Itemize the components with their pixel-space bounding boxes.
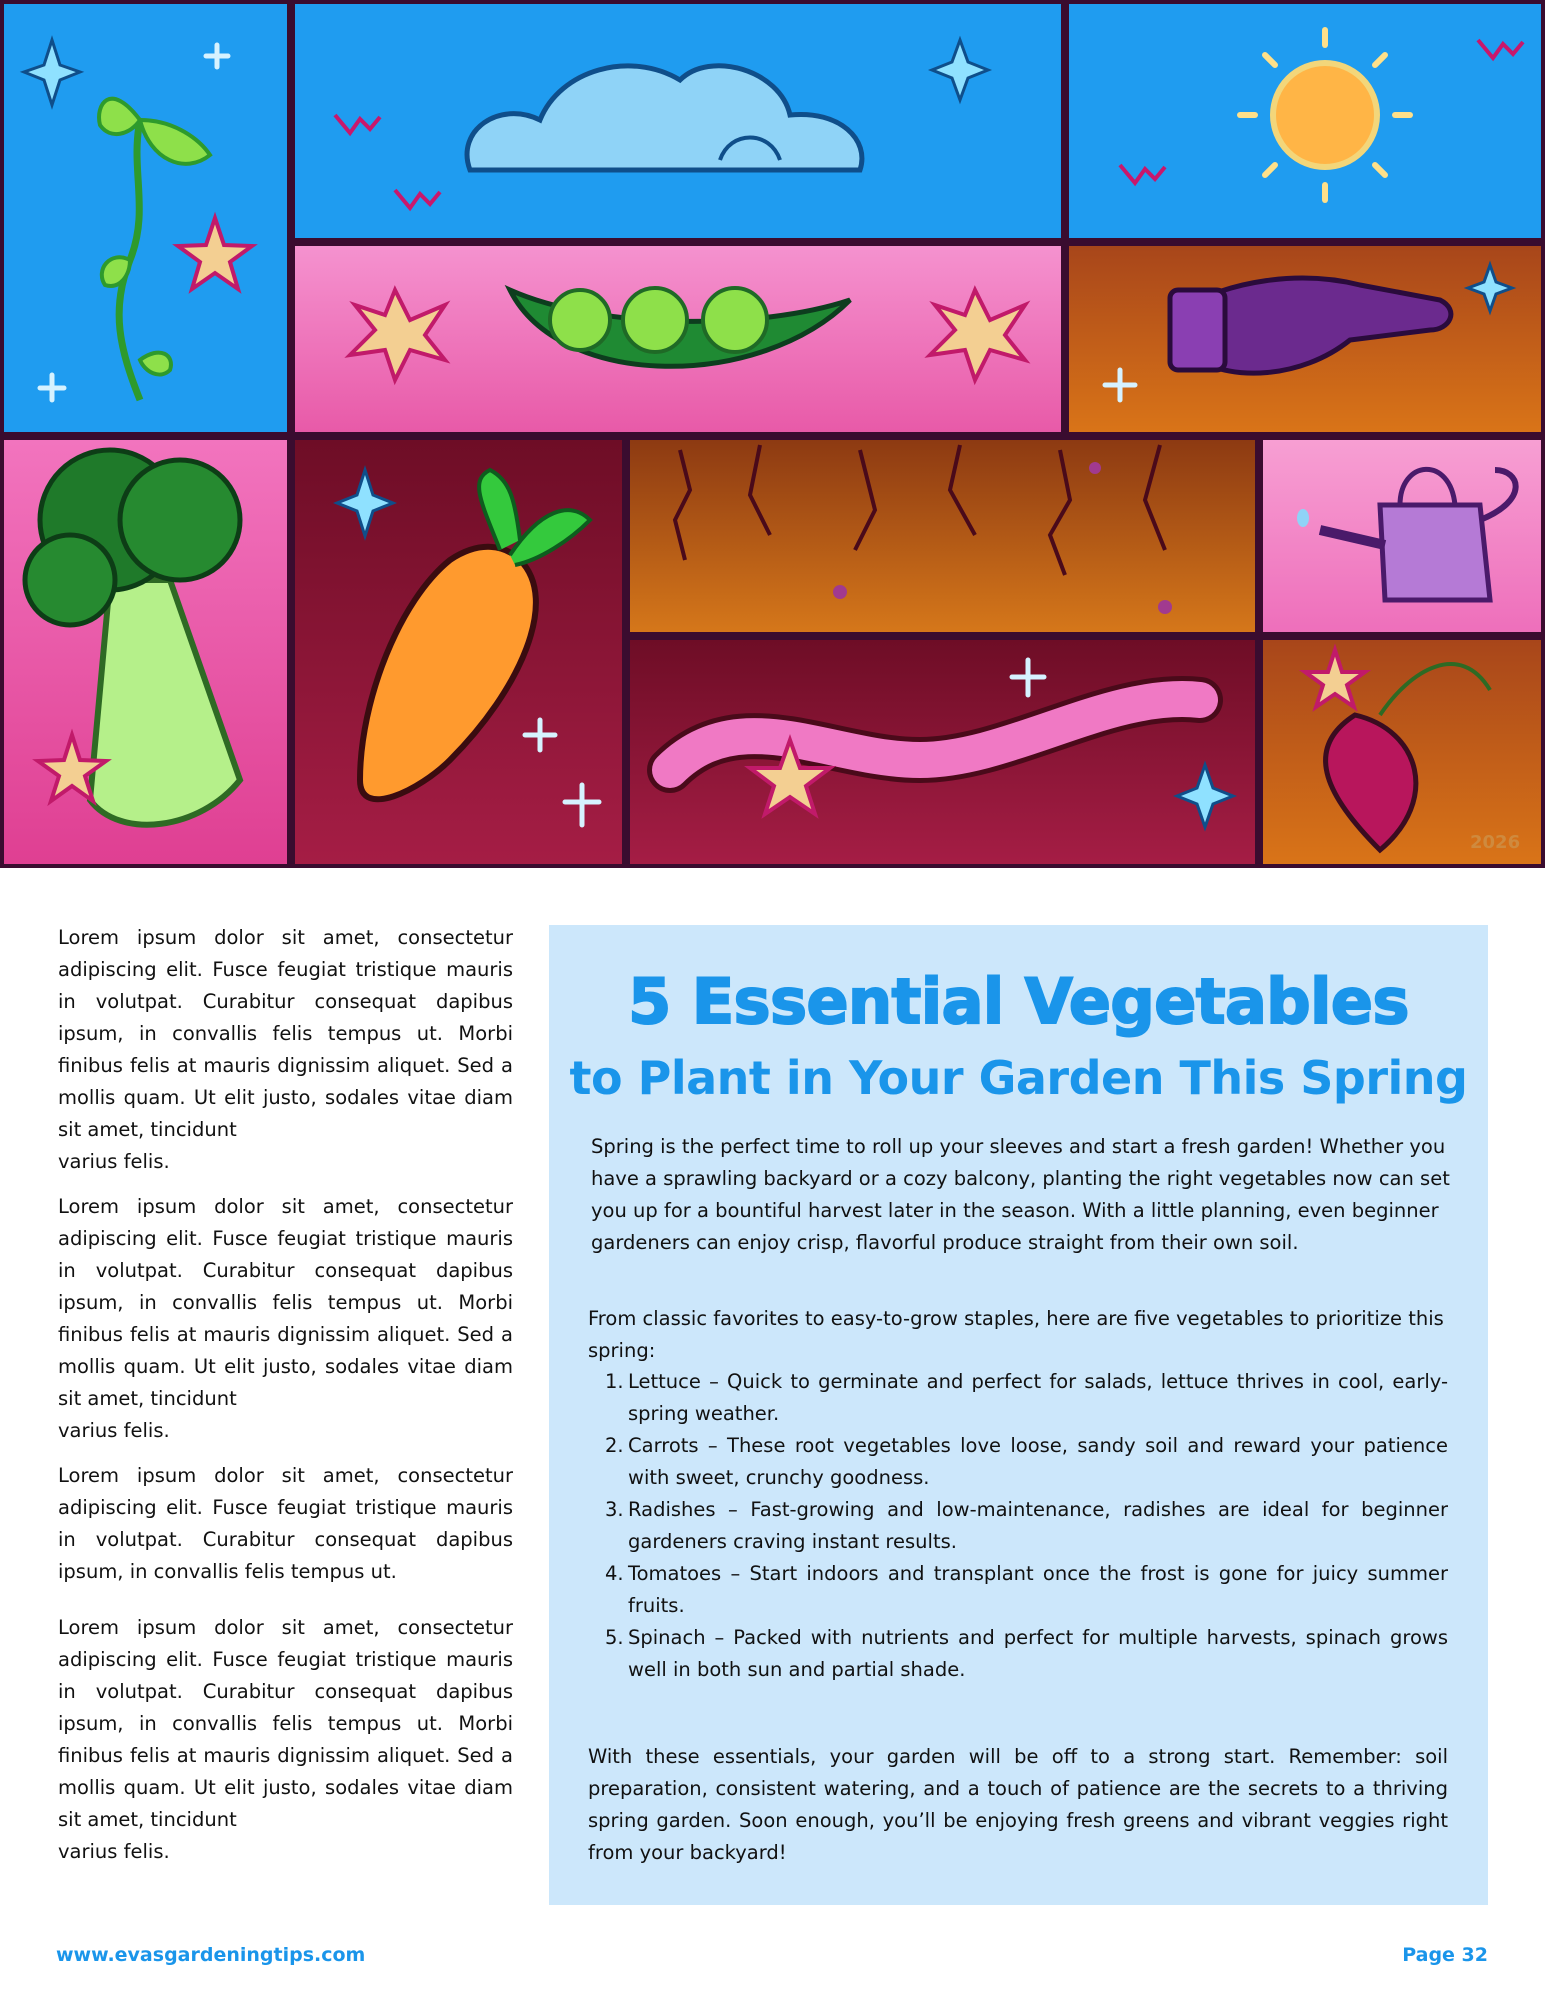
left-column	[58, 922, 513, 1881]
list-item: 5. Spinach – Packed with nutrients and perfect for multiple harvests, spinach grows well in both sun and partial shade.	[605, 1626, 1448, 1681]
page-number: Page 32	[1402, 1944, 1488, 1966]
article-outro: With these essentials, your garden will be off to a strong start. Remember: soil preparation, consistent watering, and a touch of patience are the secrets to a thriving spring garden. Soon enough, you’ll be enjoying fresh greens and vibrant veggies right from your backyard!	[588, 1745, 1448, 1864]
article-subtitle: to Plant in Your Garden This Spring	[569, 1051, 1468, 1105]
article-panel	[549, 925, 1488, 1905]
footer-website-link[interactable]: www.evasgardeningtips.com	[56, 1944, 366, 1966]
list-lead: From classic favorites to easy-to-grow staples, here are five vegetables to prioritize this spring:	[588, 1307, 1444, 1362]
article-title: 5 Essential Vegetables	[628, 965, 1409, 1038]
vegetable-list	[588, 1366, 1448, 1686]
left-paragraph: Lorem ipsum dolor sit amet, consectetur adipiscing elit. Fusce feugiat tristique mauris in volutpat. Curabitur consequat dapibus ipsum, in convallis felis tempus ut. Morbi finibus felis at mauris dignissim aliquet. Sed a mollis quam. Ut elit justo, sodales vitae diam sit amet, tincidunt varius felis.	[58, 1616, 513, 1863]
hero-illustration	[0, 0, 1545, 868]
left-paragraph: Lorem ipsum dolor sit amet, consectetur adipiscing elit. Fusce feugiat tristique mauris in volutpat. Curabitur consequat dapibus ipsum, in convallis felis tempus ut. Morbi finibus felis at mauris dignissim aliquet. Sed a mollis quam. Ut elit justo, sodales vitae diam sit amet, tincidunt varius felis.	[58, 1195, 513, 1442]
list-item: 3. Radishes – Fast-growing and low-maintenance, radishes are ideal for beginner gardeners craving instant results.	[605, 1498, 1448, 1553]
hero-credit: 2026	[1470, 832, 1521, 853]
list-item: 2. Carrots – These root vegetables love loose, sandy soil and reward your patience with sweet, crunchy goodness.	[605, 1434, 1448, 1489]
left-paragraph: Lorem ipsum dolor sit amet, consectetur adipiscing elit. Fusce feugiat tristique mauris in volutpat. Curabitur consequat dapibus ipsum, in convallis felis tempus ut. Morbi finibus felis at mauris dignissim aliquet. Sed a mollis quam. Ut elit justo, sodales vitae diam sit amet, tincidunt varius felis.	[58, 926, 513, 1173]
list-item: 1. Lettuce – Quick to germinate and perfect for salads, lettuce thrives in cool, early-spring weather.	[605, 1370, 1448, 1425]
left-paragraph: Lorem ipsum dolor sit amet, consectetur adipiscing elit. Fusce feugiat tristique mauris in volutpat. Curabitur consequat dapibus ipsum, in convallis felis tempus ut.	[58, 1464, 513, 1583]
list-item: 4. Tomatoes – Start indoors and transplant once the frost is gone for juicy summer fruits.	[605, 1562, 1448, 1617]
article-intro: Spring is the perfect time to roll up your sleeves and start a fresh garden! Whether you have a sprawling backyard or a cozy balcony, planting the right vegetables now can set you up for a bountiful harvest later in the season. With a little planning, even beginner gardeners can enjoy crisp, flavorful produce straight from their own soil.	[591, 1135, 1450, 1254]
